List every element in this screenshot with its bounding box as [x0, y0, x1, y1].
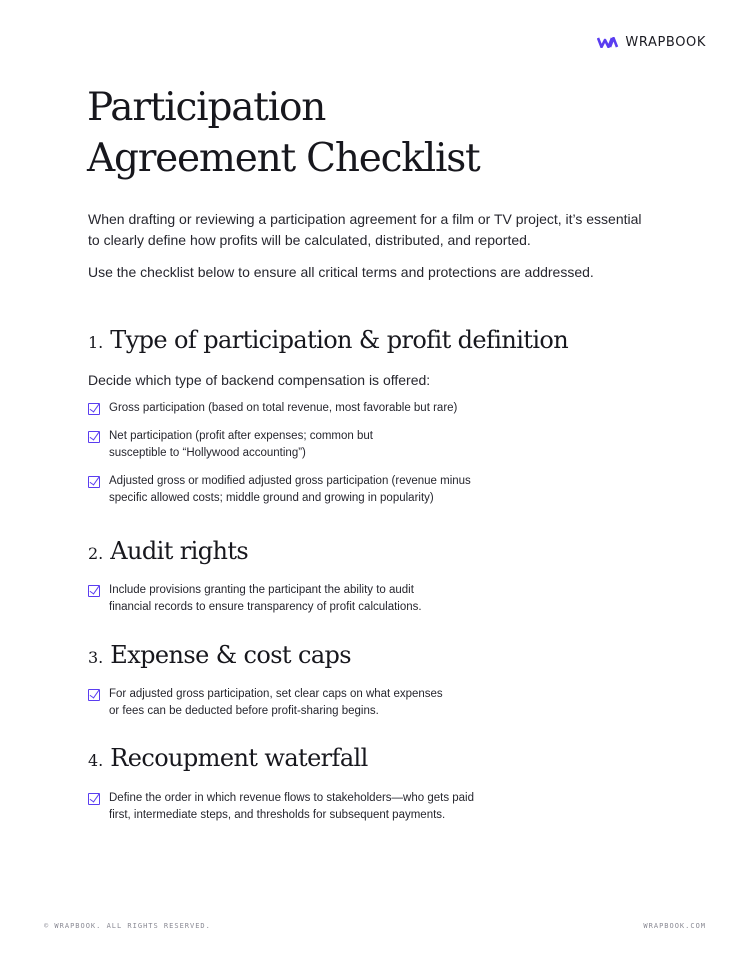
- brand-name: WRAPBOOK: [625, 35, 706, 50]
- footer-copyright: © WRAPBOOK. ALL RIGHTS RESERVED.: [44, 922, 211, 930]
- section-title: Recoupment waterfall: [110, 744, 368, 772]
- checklist-item-line: Adjusted gross or modified adjusted gross participation (revenue minus: [109, 475, 471, 487]
- checklist-item: [88, 473, 471, 507]
- page-title: [87, 82, 687, 184]
- checklist-item: [88, 582, 422, 616]
- checkbox-checked-icon: [88, 793, 100, 805]
- checkbox-checked-icon: [88, 476, 100, 488]
- section-title: Type of participation & profit definition: [110, 326, 569, 354]
- checklist-item-text: [109, 473, 471, 507]
- checkbox-checked-icon: [88, 689, 100, 701]
- checklist-item: [88, 686, 443, 720]
- checkbox-checked-icon: [88, 585, 100, 597]
- checklist-item-line: Net participation (profit after expenses; common but: [109, 430, 373, 442]
- checklist-item-text: [109, 428, 373, 462]
- section-lead: Decide which type of backend compensation is offered:: [88, 372, 431, 388]
- section-heading-1: [88, 326, 568, 354]
- checklist-item: [88, 400, 457, 417]
- checklist-item-line: Include provisions granting the participant the ability to audit: [109, 584, 414, 596]
- section-heading-4: [88, 744, 368, 772]
- checklist-item-line: or fees can be deducted before profit-sharing begins.: [109, 705, 379, 717]
- page-title-line-2: Agreement Checklist: [87, 136, 480, 181]
- section-number: 1.: [88, 333, 104, 352]
- section-title: Expense & cost caps: [110, 641, 352, 669]
- intro-paragraph: Use the checklist below to ensure all critical terms and protections are addressed.: [88, 264, 594, 280]
- section-number: 2.: [88, 544, 104, 563]
- section-title: Audit rights: [110, 537, 249, 565]
- checklist-item-line: specific allowed costs; middle ground and growing in popularity): [109, 492, 434, 504]
- checklist-item-text: [109, 790, 474, 824]
- checklist-item-text: [109, 686, 443, 720]
- checklist-item: [88, 428, 373, 462]
- checklist-item-line: For adjusted gross participation, set clear caps on what expenses: [109, 688, 443, 700]
- wrapbook-logo-icon: [597, 37, 619, 48]
- checklist-item: [88, 790, 474, 824]
- checklist-item-line: first, intermediate steps, and thresholds for subsequent payments.: [109, 809, 446, 821]
- checklist-item-line: susceptible to “Hollywood accounting”): [109, 447, 306, 459]
- checklist-item-text: [109, 582, 422, 616]
- checkbox-checked-icon: [88, 431, 100, 443]
- page-title-line-1: Participation: [87, 85, 326, 130]
- checklist-item-line: financial records to ensure transparency of profit calculations.: [109, 601, 422, 613]
- checkbox-checked-icon: [88, 403, 100, 415]
- checklist-item-line: Gross participation (based on total revenue, most favorable but rare): [109, 402, 458, 414]
- checklist-item-text: [109, 400, 457, 417]
- footer-website: WRAPBOOK.COM: [643, 922, 706, 930]
- section-number: 4.: [88, 751, 104, 770]
- intro-paragraph: When drafting or reviewing a participation agreement for a film or TV project, it’s essential to clearly define how profits will be calculated, distributed, and reported.: [88, 211, 642, 248]
- brand-logo: [597, 35, 706, 50]
- section-number: 3.: [88, 648, 104, 667]
- section-heading-2: [88, 537, 248, 565]
- intro: [88, 209, 648, 283]
- checklist-item-line: Define the order in which revenue flows to stakeholders—who gets paid: [109, 792, 475, 804]
- section-heading-3: [88, 641, 351, 669]
